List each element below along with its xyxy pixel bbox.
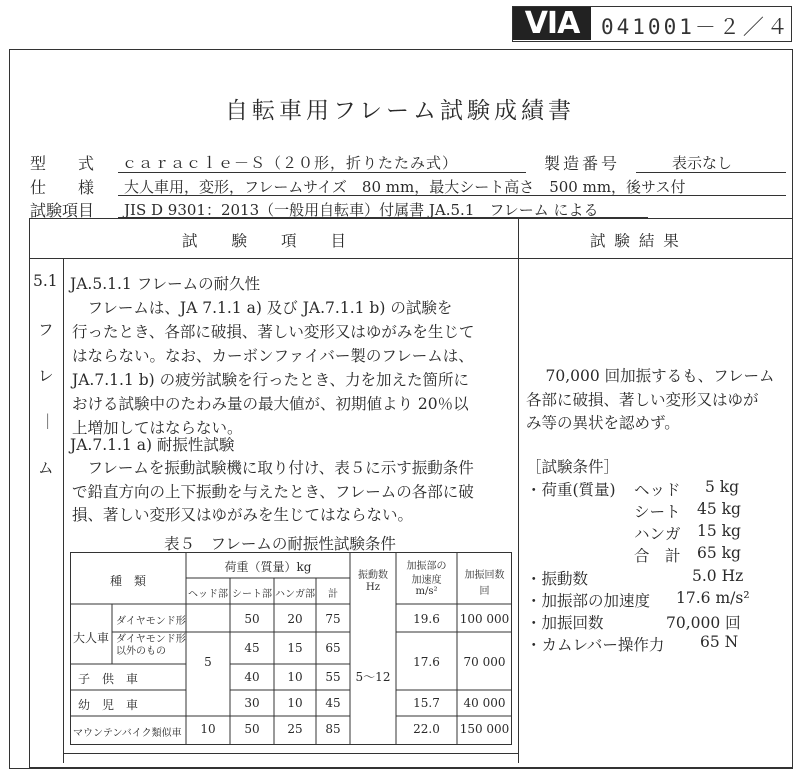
t5-adult-label: 大人車 <box>72 631 109 645</box>
t5-cell: 10 <box>200 722 216 736</box>
t5-cell: 19.6 <box>413 612 440 626</box>
requirement-line: はならない。なお、カーボンファイバー製のフレームは、 <box>72 347 474 365</box>
t5-cell: 85 <box>325 722 341 736</box>
t5-cell: 10 <box>287 670 303 684</box>
t5-header-head: ヘッド部 <box>188 589 228 600</box>
t5-cell: 75 <box>325 612 341 626</box>
t5-shared-count: 70 000 <box>463 655 506 669</box>
requirement-line: 上増加してはならない。 <box>72 419 243 437</box>
result-line: 各部に破損、著しい変形又はゆが <box>526 391 759 409</box>
t5-header-count: 加振回数 <box>464 570 505 581</box>
t5-cell: 55 <box>325 670 341 684</box>
test-label: 試験項目 <box>30 201 95 220</box>
t5-shared-accel: 17.6 <box>413 655 440 669</box>
bottom-divider <box>63 753 518 754</box>
section-char-2: レ <box>38 367 54 385</box>
t5-header-hanger: ハンガ部 <box>275 589 315 600</box>
t5-cell: 100 000 <box>459 612 510 626</box>
t5-cell: 40 <box>244 670 260 684</box>
t5-header-total: 計 <box>328 589 338 600</box>
t5-cell: 45 <box>325 696 341 710</box>
t5-header-accel-unit: m/s² <box>415 586 438 597</box>
param-name: ・加振回数 <box>526 614 604 632</box>
t5-row-type: 子 供 車 <box>78 672 139 686</box>
t5-row-type: ダイヤモンド形 <box>116 616 186 627</box>
load-name: ハンガ <box>634 525 681 543</box>
section-char-4: ム <box>38 459 54 477</box>
spec-underline <box>118 195 786 196</box>
t5-shared-freq: 5～12 <box>355 670 391 684</box>
load-label: ・荷重(質量) <box>526 481 616 499</box>
load-value: 65 kg <box>697 544 741 562</box>
param-value: 5.0 Hz <box>692 567 744 585</box>
test-value: JIS D 9301：2013（一般用自転車）付属書 JA.5.1 フレーム による <box>124 201 599 219</box>
load-name: 合 計 <box>634 547 681 565</box>
conditions-heading: ［試験条件］ <box>526 458 620 476</box>
t5-header-load: 荷重（質量）kg <box>224 560 312 574</box>
model-value: ｃａｒａｃｌｅ－Ｓ（２０形，折りたたみ式） <box>122 154 459 172</box>
load-name: ヘッド <box>634 481 681 499</box>
model-label: 型 式 <box>30 154 95 173</box>
spec-value: 大人車用，変形，フレームサイズ 80 mm，最大シート高さ 500 mm，後サス付 <box>124 178 686 196</box>
t5-row-type: 幼 児 車 <box>78 698 139 712</box>
section-number: 5.1 <box>33 272 58 290</box>
section-char-1: フ <box>38 321 54 339</box>
t5-cell: 65 <box>325 641 341 655</box>
via-logo: VIA <box>513 7 591 40</box>
param-value: 17.6 m/s² <box>676 589 750 607</box>
spec-label: 仕 様 <box>30 178 95 197</box>
t5-cell: 15 <box>287 641 303 655</box>
load-value: 15 kg <box>697 522 741 540</box>
param-name: ・カムレバー操作力 <box>526 636 665 654</box>
section-divider <box>63 258 64 763</box>
t5-header-count-unit: 回 <box>479 586 490 597</box>
t5-cell: 10 <box>287 696 303 710</box>
t5-cell: 20 <box>287 612 303 626</box>
t5-header-accel-1: 加振部の <box>406 561 447 572</box>
column-divider <box>518 218 519 763</box>
document-number: 041001－２／４ <box>601 15 791 39</box>
t5-row-type: マウンテンバイク類似車 <box>73 728 182 739</box>
requirement-line: フレームは、JA 7.1.1 a) 及び JA.7.1.1 b) の試験を <box>72 299 453 317</box>
t5-cell: 45 <box>244 641 260 655</box>
result-line: み等の異状を認めず。 <box>526 414 680 432</box>
t5-cell: 150 000 <box>459 722 510 736</box>
results-header: 試 験 結 果 <box>590 232 681 250</box>
vibration-test-heading: JA.7.1.1 a) 耐振性試験 <box>70 436 235 454</box>
param-name: ・加振部の加速度 <box>526 592 651 610</box>
t5-cell: 22.0 <box>413 722 440 736</box>
t5-cell: 40 000 <box>463 696 506 710</box>
load-value: 45 kg <box>697 500 741 518</box>
t5-header-type: 種 類 <box>109 574 146 588</box>
t5-shared-head: 5 <box>204 655 212 669</box>
vibration-line: 損、著しい変形又はゆがみを生じてはならない。 <box>72 506 414 524</box>
section-char-3: ｜ <box>40 413 56 431</box>
result-line: 70,000 回加振するも、フレーム <box>530 367 775 385</box>
t5-cell: 25 <box>287 722 303 736</box>
requirement-line: JA.7.1.1 b) の疲労試験を行ったとき、力を加えた箇所に <box>72 371 469 389</box>
serial-label: 製造番号 <box>544 154 621 173</box>
t5-header-accel-2: 加速度 <box>411 575 442 586</box>
requirement-line: おける試験中のたわみ量の最大値が、初期値より 20％以 <box>72 395 469 413</box>
t5-header-freq: 振動数 <box>358 570 388 581</box>
requirement-line: 行ったとき、各部に破損、著しい変形又はゆがみを生じて <box>72 323 475 341</box>
vibration-line: で鉛直方向の上下振動を与えたとき、フレームの各部に破 <box>72 483 474 501</box>
model-underline <box>118 172 526 173</box>
param-value: 70,000 回 <box>666 614 741 632</box>
t5-header-seat: シート部 <box>232 589 272 600</box>
t5-cell: 50 <box>244 612 260 626</box>
t5-header-freq-unit: Hz <box>366 582 380 593</box>
load-value: 5 kg <box>705 478 740 496</box>
serial-value: 表示なし <box>672 154 733 172</box>
load-name: シート <box>634 503 681 521</box>
t5-row-type: ダイヤモンド形以外のもの <box>116 634 186 657</box>
header-divider <box>29 258 793 259</box>
serial-underline <box>636 172 786 173</box>
t5-cell: 50 <box>244 722 260 736</box>
param-value: 65 N <box>700 633 739 651</box>
vibration-line: フレームを振動試験機に取り付け、表５に示す振動条件 <box>72 459 474 477</box>
table5-caption: 表５ フレームの耐振性試験条件 <box>164 535 396 553</box>
document-badge <box>512 6 792 42</box>
param-name: ・振動数 <box>526 570 589 588</box>
t5-cell: 30 <box>244 696 260 710</box>
t5-cell: 15.7 <box>413 696 440 710</box>
page-title: 自転車用フレーム試験成績書 <box>224 98 576 124</box>
items-header: 試 験 項 目 <box>182 232 348 250</box>
requirement-heading: JA.5.1.1 フレームの耐久性 <box>70 275 261 293</box>
